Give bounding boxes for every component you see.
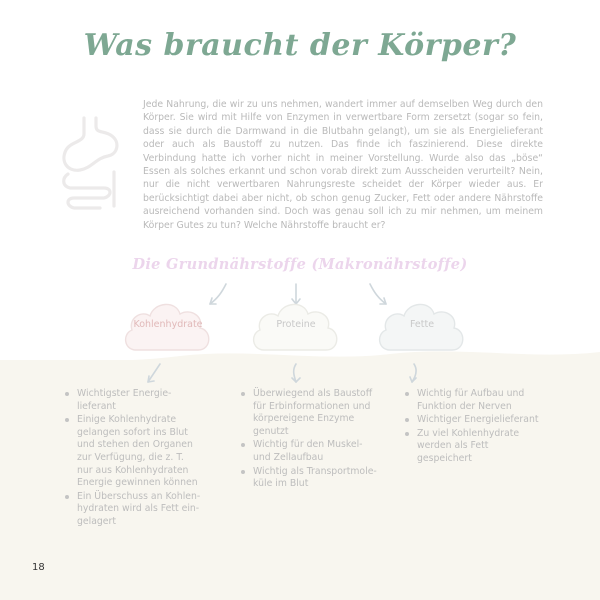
list-item: Wichtigster Energie- lieferant: [64, 388, 214, 413]
list-item: Wichtig für Aufbau und Funktion der Nerven: [404, 388, 564, 413]
arrows-bottom: [0, 360, 600, 388]
list-item: Zu viel Kohlenhydrate werden als Fett gespeichert: [404, 428, 564, 466]
curved-arrow-icon: [148, 364, 160, 382]
page-title: Was braucht der Körper?: [83, 28, 517, 63]
section-subtitle: Die Grundnährstoffe (Makronährstoffe): [132, 256, 468, 273]
curved-arrow-icon: [410, 364, 416, 382]
cloud-label-fette: Fette: [409, 319, 435, 330]
list-proteine: [240, 388, 390, 492]
list-item: Überwiegend als Baustoff für Erbinformationen und körpereigene Enzyme genutzt: [240, 388, 390, 438]
cloud-label-proteine: Proteine: [276, 319, 316, 330]
cloud-proteine: [246, 290, 346, 362]
list-fette: [404, 388, 564, 467]
list-kohlenhydrate: [64, 388, 214, 530]
stomach-intestine-icon: [54, 112, 126, 212]
page-number: 18: [32, 562, 45, 573]
list-item: Wichtiger Energielieferant: [404, 414, 564, 427]
cloud-fette: [372, 290, 472, 362]
cloud-label-kohlenhydrate: Kohlenhydrate: [133, 319, 203, 330]
cloud-kohlenhydrate: [118, 290, 218, 362]
intro-paragraph: Jede Nahrung, die wir zu uns nehmen, wandert immer auf demselben Weg durch den Körper. Sie wird mit Hilfe von Enzymen in verwertbare Form zersetzt (sogar so fein, dass sie durch die Darmwand in die Blutbahn gelangt), um sie als Energielieferant oder auch als Baustoff zu nutzen. Das finde ich faszinierend. Diese direkte Verbindung hatte ich vorher nicht in meiner Vorstellung. Wurde also das „böse“ Essen als solches erkannt und schon vorab direkt zum Ausscheiden verurteilt? Nein, nur die nicht verwertbaren Nahrungsreste scheidet der Körper wieder aus. Er berücksichtigt dabei aber nicht, ob schon genug Zucker, Fett oder andere Nährstoffe ausreichend vorhanden sind. Doch was genau soll ich zu mir nehmen, um meinem Körper Gutes zu tun? Welche Nährstoffe braucht er?: [143, 99, 543, 231]
list-item: Wichtig für den Muskel- und Zellaufbau: [240, 439, 390, 464]
list-item: Ein Überschuss an Kohlen- hydraten wird als Fett ein- gelagert: [64, 491, 214, 529]
curved-arrow-icon: [292, 364, 300, 382]
list-item: Einige Kohlenhydrate gelangen sofort ins Blut und stehen den Organen zur Verfügung, die z. T. nur aus Kohlenhydraten Energie gewinnen können: [64, 414, 214, 490]
list-item: Wichtig als Transportmole- küle im Blut: [240, 466, 390, 491]
